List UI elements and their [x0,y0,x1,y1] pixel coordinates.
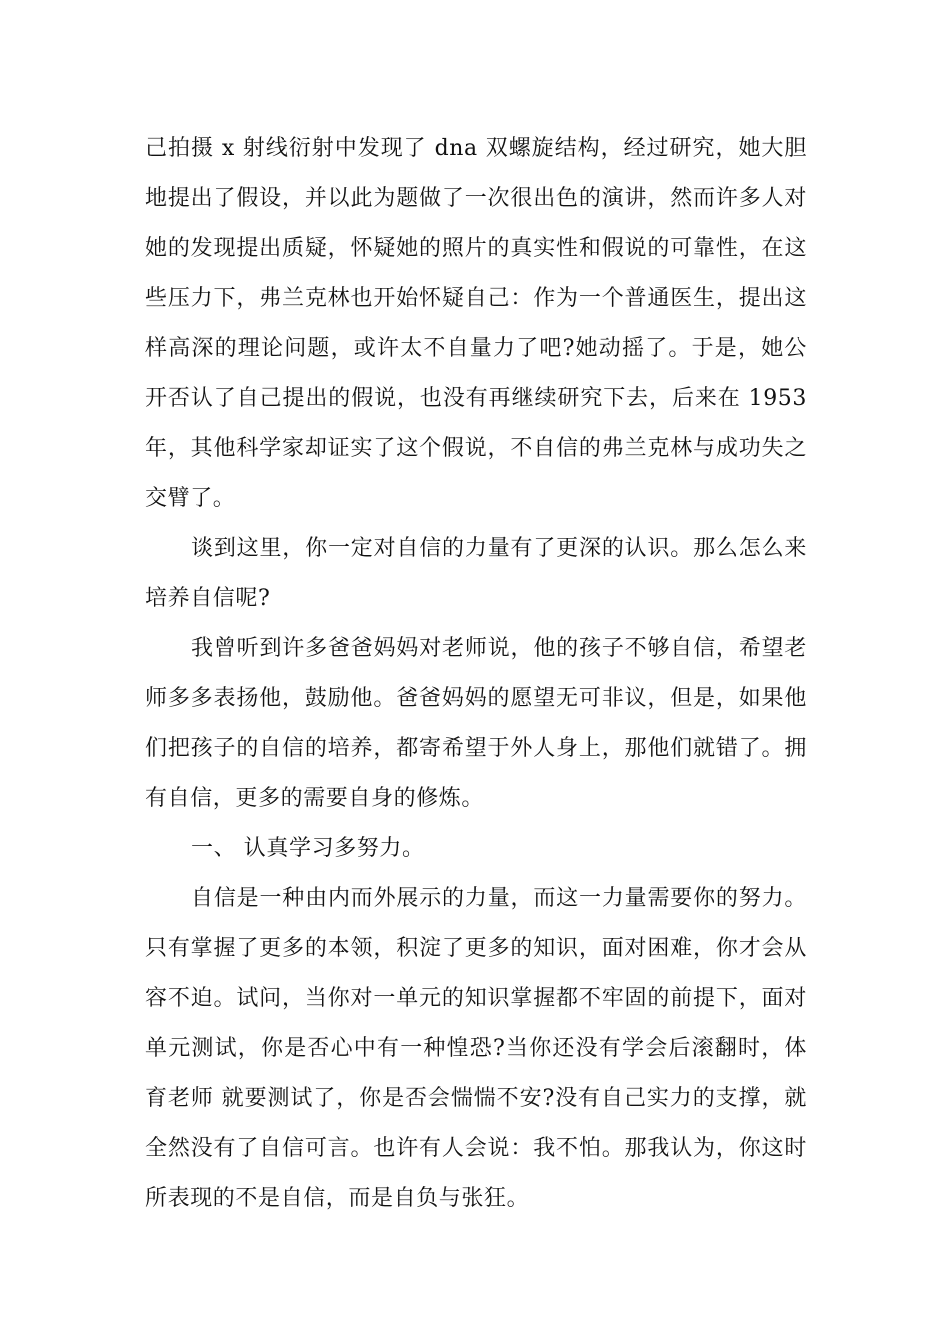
paragraph-continuation: 己拍摄 x 射线衍射中发现了 dna 双螺旋结构，经过研究，她大胆地提出了假设，并以此为题做了一次很出色的演讲，然而许多人对她的发现提出质疑，怀疑她的照片的真实性和假说的可靠性，在这些压力下，弗兰克林也开始怀疑自己：作为一个普通医生，提出这样高深的理论问题，或许太不自量力了吧?她动摇了。于是，她公开否认了自己提出的假说，也没有再继续研究下去，后来在 1953 年，其他科学家却证实了这个假说，不自信的弗兰克林与成功失之交臂了。 [145,136,807,511]
paragraph-discussion: 谈到这里，你一定对自信的力量有了更深的认识。那么怎么来培养自信呢? [145,536,807,611]
paragraph-parents: 我曾听到许多爸爸妈妈对老师说，他的孩子不够自信，希望老师多多表扬他，鼓励他。爸爸妈妈的愿望无可非议，但是，如果他们把孩子的自信的培养，都寄希望于外人身上，那他们就错了。拥有自信，更多的需要自身的修炼。 [145,636,807,811]
paragraph-effort: 自信是一种由内而外展示的力量，而这一力量需要你的努力。只有掌握了更多的本领，积淀了更多的知识，面对困难，你才会从容不迫。试问，当你对一单元的知识掌握都不牢固的前提下，面对单元测试，你是否心中有一种惶恐?当你还没有学会后滚翻时，体育老师 就要测试了，你是否会惴惴不安?没有自己实力的支撑，就全然没有了自信可言。也许有人会说：我不怕。那我认为，你这时所表现的不是自信，而是自负与张狂。 [145,886,807,1211]
document-page [145,124,807,1224]
section-heading: 一、 认真学习多努力。 [191,836,425,861]
